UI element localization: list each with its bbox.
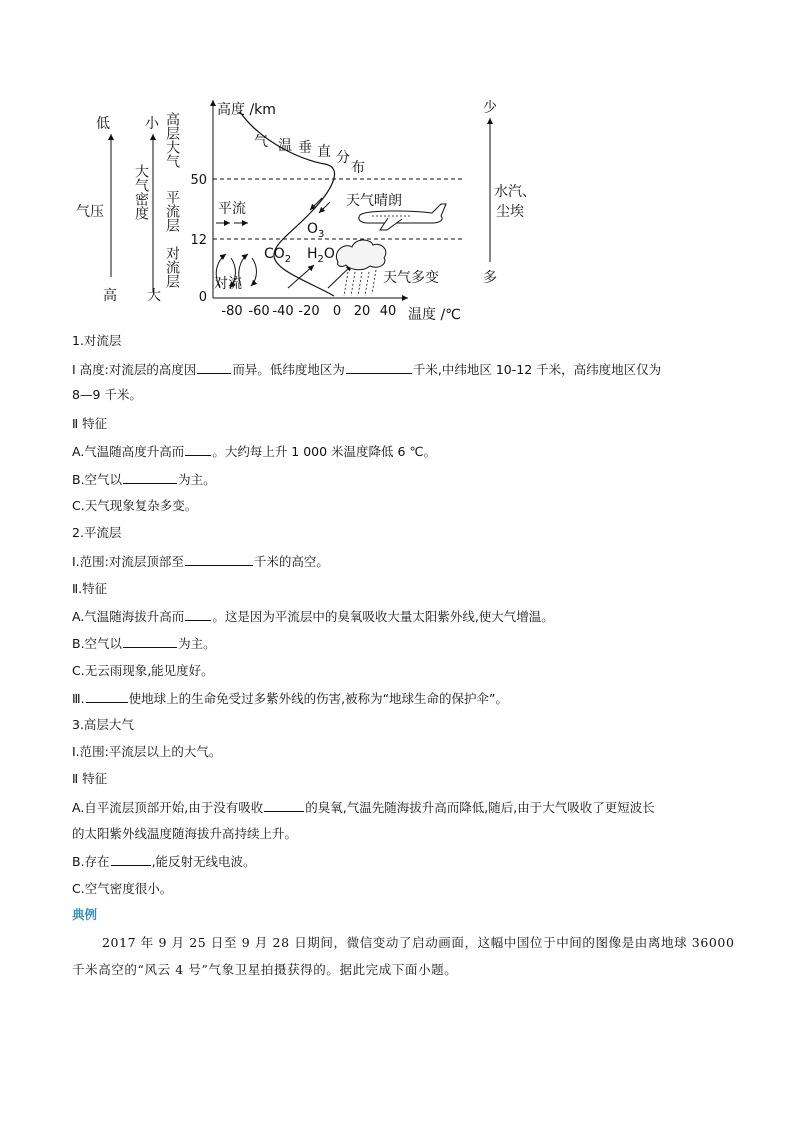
- section-title: 1.对流层: [72, 333, 122, 348]
- text-line: Ⅱ.特征: [72, 581, 108, 596]
- text-line: Ⅰ.范围:平流层以上的大气。: [72, 744, 222, 759]
- y-tick-50: 50: [190, 173, 207, 188]
- layer-high-label: 高层大气: [164, 112, 180, 168]
- pressure-high-label: 高: [103, 288, 117, 304]
- text-line: A.气温随高度升高而 。大约每上升 1 000 米温度降低 6 ℃。: [72, 444, 436, 459]
- answer-blank: [185, 607, 211, 621]
- text-line: Ⅱ 特征: [72, 771, 108, 786]
- answer-blank: [185, 552, 253, 566]
- section-title: 3.高层大气: [72, 717, 134, 732]
- y-tick-12: 12: [190, 233, 207, 248]
- curve-label-char: 气: [254, 134, 268, 150]
- example-paragraph: 2017 年 9 月 25 日至 9 月 28 日期间，微信变动了启动画面，这幅中国位于中间的图像是由离地球 36000: [102, 935, 735, 950]
- x-tick-20: 20: [353, 304, 371, 319]
- ozone-label: $O_3$: [307, 221, 325, 240]
- text-line: C.空气密度很小。: [72, 881, 173, 896]
- amount-few-label: 少: [483, 100, 497, 116]
- x-tick-40: 40: [379, 304, 397, 319]
- x-tick-m20: -20: [298, 304, 320, 319]
- curve-label-char: 分: [336, 150, 350, 166]
- h2o-label: $H_2O$: [307, 246, 335, 265]
- x-tick-0: 0: [332, 304, 342, 319]
- text-line: C.天气现象复杂多变。: [72, 498, 198, 513]
- example-paragraph: 千米高空的“风云 4 号”气象卫星拍摄获得的。据此完成下面小题。: [72, 962, 458, 977]
- text-line: 8—9 千米。: [72, 387, 142, 402]
- answer-blank: [123, 634, 177, 648]
- text-line: 的太阳紫外线温度随海拔升高持续上升。: [72, 826, 298, 841]
- atmosphere-structure-diagram: [60, 92, 536, 332]
- text-line: A.气温随海拔升高而 。这是因为平流层中的臭氧吸收大量太阳紫外线,使大气增温。: [72, 609, 554, 624]
- pressure-label: 气压: [76, 204, 104, 220]
- water-dust-label: 水汽、: [494, 184, 536, 200]
- rise-arrow: [288, 265, 314, 288]
- answer-blank: [264, 798, 304, 812]
- answer-blank: [185, 442, 211, 456]
- answer-blank: [111, 852, 151, 866]
- text-line: Ⅰ.范围:对流层顶部至 千米的高空。: [72, 554, 329, 569]
- y-axis-title: 高度 /km: [217, 102, 276, 118]
- text-line: A.自平流层顶部开始,由于没有吸收 的臭氧,气温先随海拔升高而降低,随后,由于大气吸收了更短波长: [72, 800, 655, 815]
- uv-arrow: [310, 198, 322, 210]
- text-line: Ⅰ 高度:对流层的高度因 而异。低纬度地区为 千米,中纬地区 10-12 千米，高纬度地区仅为: [72, 362, 662, 377]
- example-heading: 典例: [72, 907, 98, 922]
- text-line: Ⅱ 特征: [72, 416, 108, 431]
- x-axis-title: 温度 /℃: [408, 307, 461, 323]
- text-line: C.无云雨现象,能见度好。: [72, 663, 214, 678]
- uv-arrow: [319, 202, 330, 213]
- x-tick-m80: -80: [221, 304, 243, 319]
- density-label: 大气密度: [133, 164, 149, 220]
- text-line: B.空气以 为主。: [72, 636, 216, 651]
- density-low-label: 小: [145, 116, 159, 132]
- co2-label: $CO_2$: [264, 246, 292, 265]
- curve-label-char: 垂: [298, 140, 312, 156]
- section-title: 2.平流层: [72, 525, 122, 540]
- text-line: B.存在 ,能反射无线电波。: [72, 854, 256, 869]
- text-line: Ⅲ. 使地球上的生命免受过多紫外线的伤害,被称为“地球生命的保护伞”。: [72, 691, 509, 706]
- answer-blank: [123, 470, 177, 484]
- density-high-label: 大: [147, 288, 161, 304]
- changeable-weather-label: 天气多变: [383, 270, 439, 286]
- convection-arrow: [251, 258, 256, 286]
- clear-weather-label: 天气晴朗: [346, 193, 402, 209]
- layer-strat-label: 平流层: [164, 190, 180, 232]
- rain-cloud-icon: [336, 240, 385, 296]
- rise-arrow: [328, 265, 352, 288]
- convection-label: 对流: [214, 276, 242, 292]
- curve-label-char: 直: [317, 144, 331, 160]
- curve-label-char: 布: [351, 160, 365, 176]
- answer-blank: [197, 360, 231, 374]
- strat-flow-label: 平流: [218, 201, 246, 217]
- curve-label-char: 温: [278, 138, 292, 154]
- layer-trop-label: 对流层: [164, 246, 180, 288]
- pressure-low-label: 低: [96, 116, 110, 132]
- text-line: B.空气以 为主。: [72, 472, 216, 487]
- x-tick-m40: -40: [272, 304, 294, 319]
- amount-many-label: 多: [483, 270, 497, 286]
- y-tick-0: 0: [198, 290, 207, 305]
- water-dust-label: 尘埃: [496, 204, 524, 220]
- x-tick-m60: -60: [248, 304, 270, 319]
- answer-blank: [86, 689, 128, 703]
- answer-blank: [346, 360, 412, 374]
